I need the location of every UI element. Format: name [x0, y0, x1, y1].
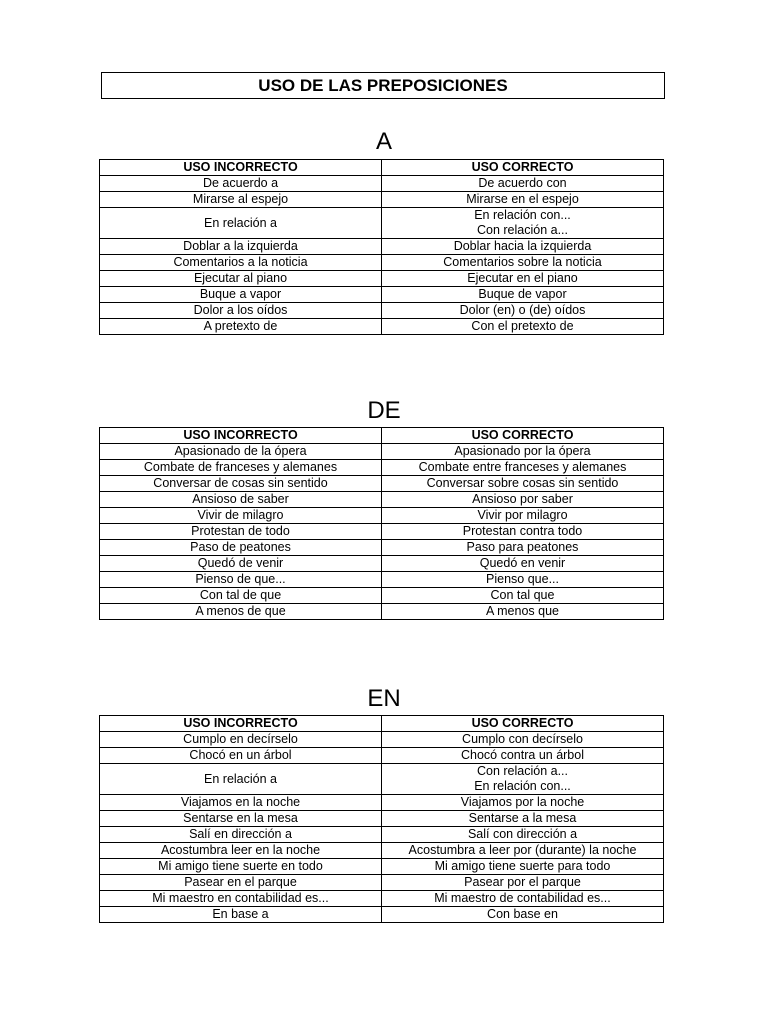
- table-header-row: [100, 716, 664, 732]
- cell-line: Combate de franceses y alemanes: [143, 460, 338, 474]
- cell-line: Vivir de milagro: [197, 508, 284, 522]
- cell-correct: [382, 843, 664, 859]
- cell-line: Mirarse en el espejo: [466, 192, 579, 206]
- cell-line: Buque de vapor: [478, 287, 567, 301]
- cell-correct: [382, 588, 664, 604]
- cell-line: Paso para peatones: [466, 540, 579, 554]
- cell-incorrect: [100, 732, 382, 748]
- section-heading-a: A: [375, 128, 392, 155]
- table-row: [100, 556, 664, 572]
- cell-correct: [382, 444, 664, 460]
- cell-correct: [382, 319, 664, 335]
- cell-line: A pretexto de: [203, 319, 278, 333]
- cell-incorrect: [100, 192, 382, 208]
- header-incorrect: USO INCORRECTO: [100, 716, 382, 732]
- cell-correct: [382, 811, 664, 827]
- cell-line: Acostumbra a leer por (durante) la noche: [408, 843, 637, 857]
- table-row: [100, 588, 664, 604]
- table-row: [100, 604, 664, 620]
- header-incorrect: USO INCORRECTO: [100, 160, 382, 176]
- cell-line: Protestan contra todo: [462, 524, 583, 538]
- document-title: [101, 72, 665, 99]
- table-row: [100, 827, 664, 843]
- cell-line: Viajamos por la noche: [460, 795, 585, 809]
- header-correct: USO CORRECTO: [382, 716, 664, 732]
- table-row: [100, 319, 664, 335]
- table-row: [100, 508, 664, 524]
- cell-correct: [382, 492, 664, 508]
- cell-line: Acostumbra leer en la noche: [160, 843, 321, 857]
- cell-line: Buque a vapor: [199, 287, 282, 301]
- table-row: [100, 192, 664, 208]
- cell-correct: [382, 795, 664, 811]
- cell-incorrect: [100, 588, 382, 604]
- table-row: [100, 271, 664, 287]
- cell-correct: [382, 271, 664, 287]
- cell-line: Apasionado de la ópera: [174, 444, 307, 458]
- cell-correct: [382, 476, 664, 492]
- cell-correct: [382, 875, 664, 891]
- table-row: [100, 843, 664, 859]
- cell-line: Apasionado por la ópera: [454, 444, 591, 458]
- cell-correct: [382, 556, 664, 572]
- table-row: [100, 208, 664, 239]
- cell-correct: [382, 208, 664, 239]
- table-header-row: [100, 160, 664, 176]
- table-row: [100, 907, 664, 923]
- cell-line: Mi amigo tiene suerte para todo: [434, 859, 611, 873]
- table-row: [100, 476, 664, 492]
- cell-line: Doblar a la izquierda: [183, 239, 298, 253]
- cell-incorrect: [100, 875, 382, 891]
- cell-correct: [382, 891, 664, 907]
- cell-incorrect: [100, 208, 382, 239]
- table-row: [100, 444, 664, 460]
- cell-line: Conversar sobre cosas sin sentido: [426, 476, 619, 490]
- cell-line: Combate entre franceses y alemanes: [418, 460, 627, 474]
- cell-line: Doblar hacia la izquierda: [453, 239, 592, 253]
- table-row: [100, 875, 664, 891]
- cell-incorrect: [100, 827, 382, 843]
- table-preposition-de: [99, 427, 664, 620]
- header-correct: USO CORRECTO: [382, 428, 664, 444]
- cell-incorrect: [100, 287, 382, 303]
- cell-incorrect: [100, 255, 382, 271]
- cell-line: Comentarios a la noticia: [173, 255, 308, 269]
- cell-line: Chocó en un árbol: [189, 748, 292, 762]
- cell-line: Cumplo con decírselo: [462, 732, 583, 746]
- cell-incorrect: [100, 444, 382, 460]
- cell-line: Vivir por milagro: [477, 508, 568, 522]
- cell-correct: [382, 827, 664, 843]
- cell-incorrect: [100, 843, 382, 859]
- cell-correct: [382, 732, 664, 748]
- table-row: [100, 492, 664, 508]
- cell-line: Pasear en el parque: [184, 875, 297, 889]
- cell-correct: [382, 540, 664, 556]
- table-row: [100, 795, 664, 811]
- cell-line: Cumplo en decírselo: [183, 732, 298, 746]
- cell-incorrect: [100, 811, 382, 827]
- cell-line: Ansioso de saber: [192, 492, 289, 506]
- cell-line: Paso de peatones: [190, 540, 291, 554]
- table-row: [100, 287, 664, 303]
- cell-line: Con el pretexto de: [471, 319, 574, 333]
- cell-incorrect: [100, 859, 382, 875]
- table-row: [100, 732, 664, 748]
- cell-incorrect: [100, 907, 382, 923]
- cell-incorrect: [100, 319, 382, 335]
- cell-correct: [382, 907, 664, 923]
- cell-incorrect: [100, 604, 382, 620]
- table-header-row: [100, 428, 664, 444]
- cell-line: Mi maestro de contabilidad es...: [434, 891, 611, 905]
- cell-line: Sentarse en la mesa: [183, 811, 298, 825]
- cell-correct: [382, 524, 664, 540]
- document-title-text: USO DE LAS PREPOSICIONES: [258, 75, 508, 95]
- cell-incorrect: [100, 492, 382, 508]
- cell-line: Viajamos en la noche: [180, 795, 301, 809]
- cell-correct: [382, 572, 664, 588]
- table-row: [100, 748, 664, 764]
- table-row: [100, 891, 664, 907]
- table-row: [100, 524, 664, 540]
- cell-line: Pasear por el parque: [464, 875, 581, 889]
- cell-line: Quedó en venir: [479, 556, 566, 570]
- cell-incorrect: [100, 271, 382, 287]
- table-row: [100, 303, 664, 319]
- cell-line: A menos que: [486, 604, 559, 618]
- cell-incorrect: [100, 176, 382, 192]
- cell-line: De acuerdo con: [478, 176, 567, 190]
- cell-line: Ansioso por saber: [472, 492, 573, 506]
- cell-line: Mi amigo tiene suerte en todo: [158, 859, 323, 873]
- table-row: [100, 255, 664, 271]
- cell-line: Protestan de todo: [191, 524, 290, 538]
- header-incorrect: USO INCORRECTO: [100, 428, 382, 444]
- cell-correct: [382, 287, 664, 303]
- cell-line: Dolor a los oídos: [193, 303, 288, 317]
- table-row: [100, 176, 664, 192]
- cell-line: En base a: [212, 907, 269, 921]
- cell-line: Con tal de que: [199, 588, 282, 602]
- cell-incorrect: [100, 476, 382, 492]
- cell-line: Dolor (en) o (de) oídos: [459, 303, 586, 317]
- cell-correct: [382, 508, 664, 524]
- table-row: [100, 460, 664, 476]
- cell-line: Con base en: [487, 907, 558, 921]
- table-preposition-en: [99, 715, 664, 923]
- header-correct: USO CORRECTO: [382, 160, 664, 176]
- cell-correct: [382, 303, 664, 319]
- cell-line: Pienso de que...: [195, 572, 286, 586]
- cell-incorrect: [100, 239, 382, 255]
- cell-line: Conversar de cosas sin sentido: [153, 476, 328, 490]
- cell-line: Mirarse al espejo: [192, 192, 289, 206]
- cell-correct: [382, 604, 664, 620]
- cell-line: Con tal que: [490, 588, 555, 602]
- table-preposition-a: [99, 159, 664, 335]
- cell-line: En relación con...: [474, 208, 571, 222]
- table-row: [100, 572, 664, 588]
- table-row: [100, 540, 664, 556]
- cell-incorrect: [100, 764, 382, 795]
- cell-line: De acuerdo a: [202, 176, 279, 190]
- section-heading-de: DE: [367, 397, 401, 424]
- cell-line: En relación a: [204, 771, 277, 786]
- cell-incorrect: [100, 572, 382, 588]
- cell-incorrect: [100, 508, 382, 524]
- cell-line: Sentarse a la mesa: [468, 811, 577, 825]
- cell-correct: [382, 460, 664, 476]
- cell-line: Salí en dirección a: [189, 827, 292, 841]
- cell-line: Con relación a...: [476, 764, 569, 778]
- cell-incorrect: [100, 795, 382, 811]
- cell-correct: [382, 239, 664, 255]
- cell-incorrect: [100, 524, 382, 540]
- cell-correct: [382, 192, 664, 208]
- table-row: [100, 239, 664, 255]
- cell-line: En relación a: [204, 215, 277, 230]
- cell-correct: [382, 255, 664, 271]
- cell-line: Comentarios sobre la noticia: [443, 255, 602, 269]
- cell-line: Ejecutar en el piano: [467, 271, 578, 285]
- cell-line: Ejecutar al piano: [193, 271, 288, 285]
- cell-correct: [382, 748, 664, 764]
- cell-incorrect: [100, 460, 382, 476]
- cell-correct: [382, 176, 664, 192]
- cell-line: En relación con...: [474, 779, 571, 793]
- cell-line: Con relación a...: [476, 223, 569, 237]
- cell-line: Chocó contra un árbol: [461, 748, 584, 762]
- cell-line: Salí con dirección a: [467, 827, 578, 841]
- cell-incorrect: [100, 556, 382, 572]
- cell-incorrect: [100, 748, 382, 764]
- cell-line: Pienso que...: [486, 572, 559, 586]
- cell-line: Mi maestro en contabilidad es...: [152, 891, 329, 905]
- table-row: [100, 764, 664, 795]
- cell-incorrect: [100, 891, 382, 907]
- cell-line: A menos de que: [195, 604, 286, 618]
- cell-correct: [382, 859, 664, 875]
- cell-correct: [382, 764, 664, 795]
- cell-line: Quedó de venir: [197, 556, 284, 570]
- table-row: [100, 859, 664, 875]
- cell-incorrect: [100, 303, 382, 319]
- table-row: [100, 811, 664, 827]
- cell-incorrect: [100, 540, 382, 556]
- section-heading-en: EN: [367, 685, 401, 712]
